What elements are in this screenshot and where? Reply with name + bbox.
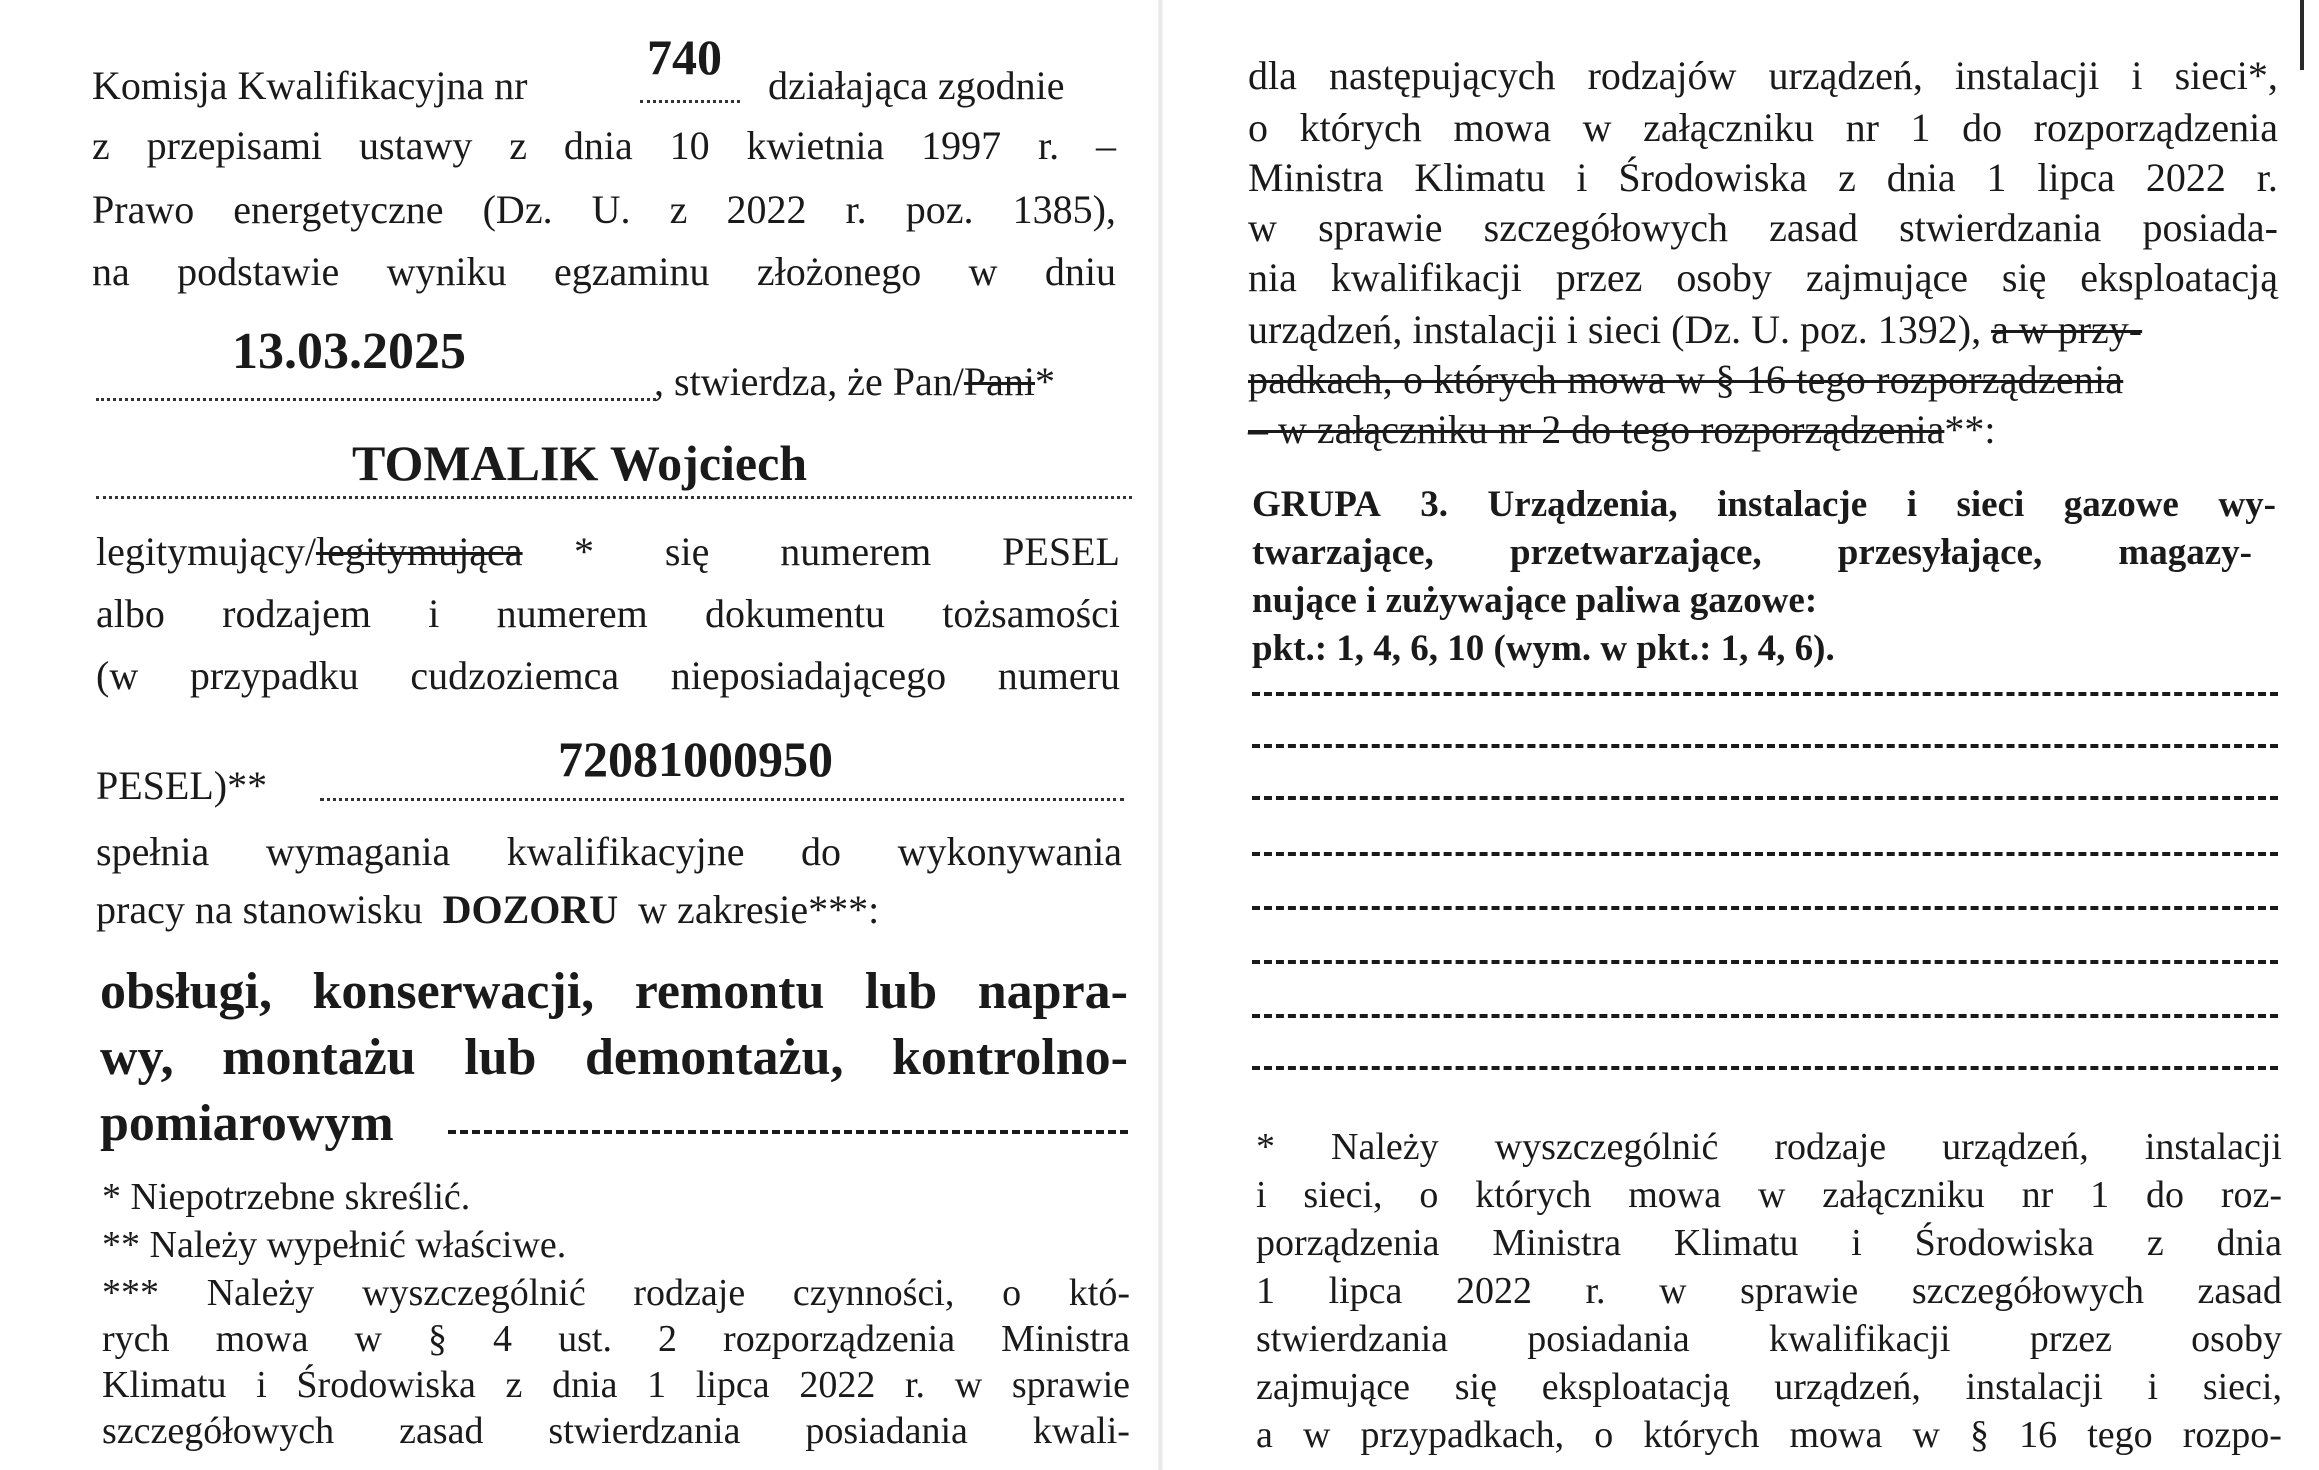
word: sprawie (1011, 1364, 1130, 1406)
word: 3. (1420, 484, 1449, 525)
word: o (1248, 105, 1268, 150)
word: Klimatu (102, 1364, 227, 1406)
scope-line-1 (100, 962, 1128, 1022)
word: osoby (2191, 1318, 2282, 1360)
word: Środowiska (1914, 1222, 2095, 1264)
word: urządzeń, (1768, 53, 1923, 98)
left-line-2 (92, 122, 1116, 170)
word: przez (2029, 1318, 2112, 1360)
word: albo (96, 591, 165, 636)
word: 1 (2090, 1174, 2110, 1216)
word: się (1454, 1366, 1497, 1408)
word: stwierdzania (1899, 205, 2102, 250)
group-line-2 (1252, 530, 2252, 576)
right-line-7: padkach, o których mowa w § 16 tego rozporządzenia (1248, 357, 2124, 402)
blank-dashline-5 (1252, 906, 2278, 910)
word: r. (904, 1364, 926, 1406)
word: posiadania (1527, 1318, 1690, 1360)
word: demontażu, (584, 1029, 844, 1086)
footnote-3-line-4 (102, 1408, 1130, 1454)
word: przepisami (146, 123, 323, 168)
pesel-label: PESEL)** (96, 763, 268, 808)
word: Klimatu (1414, 155, 1546, 200)
group-line-4: pkt.: 1, 4, 6, 10 (wym. w pkt.: 1, 4, 6). (1252, 628, 1835, 669)
left-line-foreign (96, 652, 1120, 700)
word: Klimatu (1673, 1222, 1799, 1264)
word: § (428, 1318, 447, 1360)
blank-dashline-3 (1252, 796, 2278, 800)
word: w (968, 249, 998, 294)
note-line-7 (1256, 1412, 2282, 1458)
word: przez (1555, 255, 1643, 300)
word: a (1256, 1414, 1273, 1456)
word: nia (1248, 255, 1297, 300)
word: na (92, 249, 130, 294)
word: ustawy (359, 123, 473, 168)
word: 1 (1256, 1270, 1275, 1312)
word: przesyłające, (1837, 532, 2043, 573)
word: wymagania (265, 829, 451, 874)
word: (Dz. (482, 187, 553, 232)
group-line-3: nujące i zużywające paliwa gazowe: (1252, 580, 1818, 621)
word: Środowiska (296, 1364, 476, 1406)
word: konserwacji, (312, 963, 595, 1020)
word: których (1299, 105, 1422, 150)
word: o (1002, 1272, 1022, 1314)
word: (w (96, 653, 139, 698)
word: do (801, 829, 842, 874)
word: czynności, (792, 1272, 955, 1314)
position-line: pracy na stanowisku DOZORU w zakresie***: (96, 887, 880, 932)
word: zajmujące (1256, 1366, 1411, 1408)
word: lub (864, 963, 938, 1020)
word: stwierdzania (1256, 1318, 1449, 1360)
word: *** (102, 1272, 159, 1314)
word: nr (2021, 1174, 2054, 1216)
word: dnia (552, 1364, 618, 1406)
word: magazy- (2118, 532, 2252, 573)
word: rodzaje (633, 1272, 746, 1314)
word: urządzeń, (1774, 1366, 1921, 1408)
word: do (2145, 1174, 2184, 1216)
word: o (1594, 1414, 1614, 1456)
word: cudzoziemca (410, 653, 620, 698)
right-line-2 (1248, 104, 2278, 152)
word: rych (102, 1318, 170, 1360)
word: do (1962, 105, 2003, 150)
word: w (1757, 1174, 1786, 1216)
word: wy- (2218, 484, 2276, 525)
word: napra- (977, 963, 1128, 1020)
word: porządzenia (1256, 1222, 1440, 1264)
footnote-3-line-3 (102, 1362, 1130, 1408)
left-line-3 (92, 186, 1116, 234)
word: r. (1037, 123, 1060, 168)
word: w (1302, 1414, 1331, 1456)
word: kwalifikacji (1330, 255, 1522, 300)
word: energetyczne (233, 187, 444, 232)
word: PESEL (1002, 529, 1120, 574)
word: rodzaje (1774, 1126, 1887, 1168)
word: stwierdzania (548, 1410, 741, 1452)
scope-line-3: pomiarowym (100, 1095, 394, 1152)
legit-prefix: legitymujący/legitymująca (96, 529, 523, 574)
word: z (509, 123, 527, 168)
word: instalacje (1717, 484, 1868, 525)
word: wyszczególnić (362, 1272, 586, 1314)
word: instalacji (2144, 1126, 2282, 1168)
exam-date-dotline (96, 398, 656, 401)
word: lub (464, 1029, 537, 1086)
person-name-dotline (96, 496, 1132, 499)
word: z (669, 187, 688, 232)
left-line-doc (96, 590, 1120, 638)
word: i (1851, 1222, 1862, 1264)
word: kwali- (1032, 1410, 1130, 1452)
right-line-1 (1248, 52, 2278, 100)
word: Prawo (92, 187, 195, 232)
left-line-4 (92, 248, 1116, 296)
word: z (92, 123, 110, 168)
word: zasad (399, 1410, 484, 1452)
word: rodzajem (222, 591, 371, 636)
word: w (954, 1364, 983, 1406)
word: r. (2256, 155, 2278, 200)
group-line-1 (1252, 482, 2276, 528)
word: 1385), (1012, 187, 1116, 232)
word: z (2146, 1222, 2164, 1264)
word: zasad (1769, 205, 1858, 250)
word: rozporządzenia (2033, 105, 2278, 150)
word: załączniku (1822, 1174, 1985, 1216)
word: wy, (100, 1029, 174, 1086)
blank-dashline-6 (1252, 960, 2278, 964)
word: sprawie (1740, 1270, 1859, 1312)
word: 1 (647, 1364, 667, 1406)
word: 10 (669, 123, 710, 168)
word: przypadku (189, 653, 359, 698)
word: dnia (563, 123, 633, 168)
word: rodzajów (1587, 53, 1737, 98)
word: § (1970, 1414, 1990, 1456)
commission-prefix: Komisja Kwalifikacyjna nr (92, 63, 528, 108)
word: mowa (1628, 1174, 1722, 1216)
word: załączniku (1643, 105, 1815, 150)
pesel-dotline (320, 798, 1124, 801)
word: których (1475, 1174, 1592, 1216)
word: kontrolno- (891, 1029, 1128, 1086)
word: wyszczególnić (1494, 1126, 1719, 1168)
word: * (574, 529, 594, 574)
word: montażu (222, 1029, 416, 1086)
word: szczegółowych (102, 1410, 335, 1452)
right-line-4 (1248, 204, 2278, 252)
word: mowa (1453, 105, 1552, 150)
commission-number-dotline (640, 100, 740, 103)
word: Należy (206, 1272, 315, 1314)
word: 1 (1986, 155, 2007, 200)
blank-dashline-4 (1252, 852, 2278, 856)
word: numeru (997, 653, 1120, 698)
word: w (1912, 1414, 1940, 1456)
word: numerem (780, 529, 932, 574)
word: numerem (496, 591, 648, 636)
word: nieposiadającego (670, 653, 947, 698)
word: się (2001, 255, 2047, 300)
word: zajmujące (1805, 255, 1968, 300)
word: dnia (1886, 155, 1956, 200)
word: instalacji (1965, 1366, 2103, 1408)
word: następujących (1328, 53, 1556, 98)
word: 16 (2019, 1414, 2058, 1456)
word: 2022 (2145, 155, 2226, 200)
word: – (1095, 123, 1116, 168)
word: kwalifikacyjne (506, 829, 745, 874)
word: z (505, 1364, 523, 1406)
word: Należy (1331, 1126, 1439, 1168)
word: r. (845, 187, 867, 232)
word: spełnia (96, 829, 210, 874)
word: roz- (2220, 1174, 2282, 1216)
blank-dashline-8 (1252, 1066, 2278, 1070)
word: kwietnia (746, 123, 885, 168)
blank-dashline-7 (1252, 1014, 2278, 1018)
word: i (256, 1364, 267, 1406)
word: Ministra (1001, 1318, 1130, 1360)
word: sieci*, (2174, 53, 2278, 98)
word: 4 (493, 1318, 513, 1360)
note-line-6 (1256, 1364, 2282, 1410)
word: i (2131, 53, 2143, 98)
note-line-5 (1256, 1316, 2282, 1362)
word: lipca (695, 1364, 770, 1406)
footnote-1: * Niepotrzebne skreślić. (102, 1176, 471, 1218)
footnote-3-line-2 (102, 1316, 1130, 1362)
word: egzaminu (554, 249, 710, 294)
word: szczegółowych (1483, 205, 1728, 250)
word: i (1906, 484, 1917, 525)
right-page (1160, 0, 2319, 1470)
word: mowa (215, 1318, 309, 1360)
word: sprawie (1318, 205, 1443, 250)
word: 1997 (921, 123, 1002, 168)
blank-dashline-1 (1252, 692, 2278, 696)
word: sieci, (2202, 1366, 2282, 1408)
left-line-meets (96, 828, 1122, 876)
word: przetwarzające, (1509, 532, 1762, 573)
word: dokumentu (705, 591, 885, 636)
word: GRUPA (1252, 484, 1381, 525)
note-line-4 (1256, 1268, 2282, 1314)
commission-suffix: działająca zgodnie (768, 63, 1065, 108)
word: ust. (558, 1318, 612, 1360)
word: osoby (1676, 255, 1772, 300)
word: nr (1845, 105, 1879, 150)
word: poz. (905, 187, 974, 232)
footnote-3-line-1 (102, 1270, 1130, 1316)
word: Urządzenia, (1487, 484, 1678, 525)
right-line-8: – w załączniku nr 2 do tego rozporządzenia**: (1248, 407, 1996, 452)
word: r. (1585, 1270, 1606, 1312)
word: sieci (1956, 484, 2025, 525)
word: 1 (1910, 105, 1931, 150)
word: dniu (1044, 249, 1116, 294)
word: podstawie (177, 249, 340, 294)
word: i (1576, 155, 1588, 200)
word: szczegółowych (1911, 1270, 2144, 1312)
word: lipca (2037, 155, 2116, 200)
word: lipca (1328, 1270, 1403, 1312)
word: przypadkach, (1360, 1414, 1565, 1456)
legit-rest (574, 528, 1120, 576)
word: w (1582, 105, 1612, 150)
word: Ministra (1492, 1222, 1622, 1264)
word: gazowe (2063, 484, 2179, 525)
right-line-6: urządzeń, instalacji i sieci (Dz. U. poz. 1392), a w przy- (1248, 307, 2143, 352)
scope-line-2 (100, 1028, 1128, 1088)
word: i (428, 591, 440, 636)
word: sieci, (1303, 1174, 1383, 1216)
note-line-3 (1256, 1220, 2282, 1266)
word: 2 (658, 1318, 677, 1360)
word: eksploatacją (2080, 255, 2278, 300)
word: twarzające, (1252, 532, 1434, 573)
commission-number: 740 (647, 29, 722, 85)
scope-dashline (448, 1130, 1128, 1134)
footnote-2: ** Należy wypełnić właściwe. (102, 1224, 567, 1266)
word: w (354, 1318, 382, 1360)
word: kwalifikacji (1768, 1318, 1951, 1360)
word: w (1659, 1270, 1687, 1312)
word: i (2147, 1366, 2159, 1408)
word: rozporządzenia (723, 1318, 956, 1360)
word: eksploatacją (1541, 1366, 1730, 1408)
word: zasad (2197, 1270, 2282, 1312)
word: obsługi, (100, 963, 272, 1020)
word: dnia (2216, 1222, 2282, 1264)
word: Środowiska (1618, 155, 1808, 200)
word: mowa (1789, 1414, 1883, 1456)
word: Ministra (1248, 155, 1384, 200)
word: o (1419, 1174, 1439, 1216)
word: złożonego (756, 249, 922, 294)
word: któ- (1068, 1272, 1130, 1314)
note-line-2 (1256, 1172, 2282, 1218)
word: wyniku (386, 249, 507, 294)
word: urządzeń, (1942, 1126, 2089, 1168)
word: rozpo- (2182, 1414, 2282, 1456)
right-line-5 (1248, 254, 2278, 302)
word: w (1248, 205, 1277, 250)
pesel-number: 72081000950 (558, 731, 833, 787)
blank-dashline-2 (1252, 744, 2278, 748)
exam-date: 13.03.2025 (232, 323, 466, 380)
word: tego (2087, 1414, 2153, 1456)
word: U. (591, 187, 631, 232)
word: instalacji (1954, 53, 2100, 98)
note-line-1 (1256, 1124, 2282, 1170)
word: tożsamości (942, 591, 1120, 636)
right-line-3 (1248, 154, 2278, 202)
word: posiada- (2142, 205, 2278, 250)
word: posiadania (805, 1410, 968, 1452)
word: wykonywania (897, 829, 1122, 874)
person-name: TOMALIK Wojciech (352, 435, 808, 491)
word: i (1256, 1174, 1267, 1216)
word: z (1838, 155, 1856, 200)
word: których (1643, 1414, 1760, 1456)
word: 2022 (799, 1364, 876, 1406)
word: się (664, 529, 710, 574)
word: remontu (634, 963, 825, 1020)
word: 2022 (1455, 1270, 1532, 1312)
word: 2022 (726, 187, 807, 232)
states-line: , stwierdza, że Pan/Pani* (654, 359, 1056, 404)
word: * (1256, 1126, 1275, 1168)
word: dla (1248, 53, 1297, 98)
